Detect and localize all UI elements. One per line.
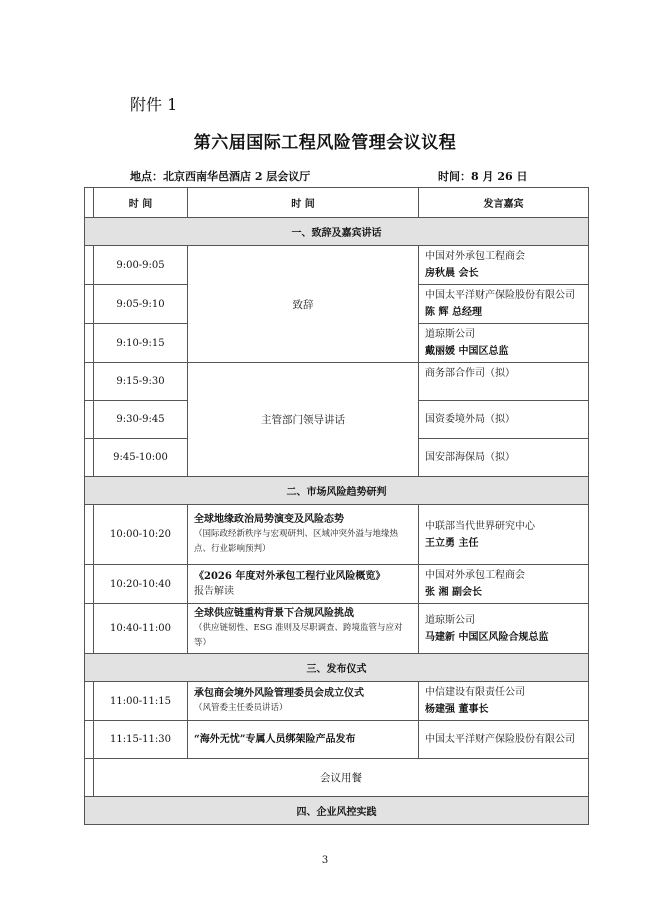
topic-subtitle: 报告解读 (194, 586, 234, 597)
time-cell: 9:05-9:10 (94, 285, 188, 324)
time-cell: 9:15-9:30 (94, 363, 188, 401)
table-row (85, 721, 589, 759)
table-row (85, 604, 589, 654)
speaker-org: 中联部当代世界研究中心 (425, 520, 535, 532)
speaker-name: 杨建强 董事长 (425, 704, 489, 715)
topic-title: 承包商会境外风险管理委员会成立仪式 (194, 688, 364, 699)
time-cell: 9:45-10:00 (94, 439, 188, 477)
section-title: 二、市场风险趋势研判 (85, 477, 589, 505)
table-row (85, 246, 589, 285)
speaker-name: 戴丽媛 中国区总监 (425, 346, 509, 357)
speaker-org: 商务部合作司（拟） (425, 368, 515, 379)
speaker-org: 道琼斯公司 (425, 614, 475, 626)
location-text: 地点：北京西南华邑酒店 2 层会议厅 (130, 170, 311, 183)
time-cell: 10:00-10:20 (94, 505, 188, 565)
topic-title: “海外无忧”专属人员绑架险产品发布 (194, 734, 356, 745)
lunch-cell: 会议用餐 (94, 759, 589, 797)
section-row (85, 218, 589, 246)
table-row (85, 363, 589, 401)
section-title: 一、致辞及嘉宾讲话 (85, 218, 589, 246)
speaker-name: 陈 辉 总经理 (425, 307, 482, 318)
time-cell: 10:40-11:00 (94, 604, 188, 654)
header-speaker: 发言嘉宾 (419, 188, 589, 218)
topic-subtitle: （供应链韧性、ESG 准则及尽职调查、跨境监管与应对等） (194, 623, 403, 648)
speaker-name: 王立勇 主任 (425, 537, 479, 549)
topic-cell: 致辞 (188, 246, 419, 363)
topic-subtitle: （风管委主任委员讲话） (194, 703, 288, 713)
section-row (85, 654, 589, 682)
speaker-org: 中国太平洋财产保险股份有限公司 (425, 290, 575, 301)
page-number: 3 (321, 855, 329, 866)
topic-title: 全球供应链重构背景下合规风险挑战 (194, 608, 354, 619)
header-time: 时 间 (94, 188, 188, 218)
time-cell: 11:15-11:30 (94, 721, 188, 759)
table-header-row (85, 188, 589, 218)
header-topic: 时 间 (188, 188, 419, 218)
attachment-label: 附件 1 (130, 95, 178, 114)
table-row (85, 759, 589, 797)
speaker-org: 中国对外承包工程商会 (425, 570, 525, 581)
topic-cell: 主管部门领导讲话 (188, 363, 419, 477)
section-row (85, 797, 589, 825)
time-cell: 9:10-9:15 (94, 324, 188, 363)
section-title: 三、发布仪式 (85, 654, 589, 682)
speaker-org: 中国太平洋财产保险股份有限公司 (425, 734, 575, 745)
topic-title: 全球地缘政治局势演变及风险态势 (194, 514, 344, 525)
speaker-name: 张 湘 副会长 (425, 587, 482, 598)
time-cell: 10:20-10:40 (94, 565, 188, 604)
speaker-org: 道琼斯公司 (425, 329, 475, 340)
table-row (85, 505, 589, 565)
document-title: 第六届国际工程风险管理会议议程 (193, 133, 457, 153)
date-text: 时间：8 月 26 日 (438, 170, 528, 183)
section-row (85, 477, 589, 505)
section-title: 四、企业风控实践 (85, 797, 589, 825)
table-row (85, 565, 589, 604)
time-cell: 9:30-9:45 (94, 401, 188, 439)
speaker-org: 中信建设有限责任公司 (425, 687, 525, 698)
speaker-org: 国资委境外局（拟） (425, 414, 515, 425)
topic-subtitle: （国际政经新秩序与宏观研判、区域冲突外溢与地缘热点、行业影响预判） (194, 529, 399, 554)
agenda-table (84, 187, 589, 825)
speaker-org: 国安部海保局（拟） (425, 452, 515, 463)
speaker-org: 中国对外承包工程商会 (425, 251, 525, 262)
speaker-name: 马建新 中国区风险合规总监 (425, 631, 549, 643)
speaker-name: 房秋晨 会长 (425, 268, 479, 279)
topic-title: 《2026 年度对外承包工程行业风险概览》 (194, 571, 386, 582)
time-cell: 11:00-11:15 (94, 682, 188, 721)
table-row (85, 682, 589, 721)
time-cell: 9:00-9:05 (94, 246, 188, 285)
